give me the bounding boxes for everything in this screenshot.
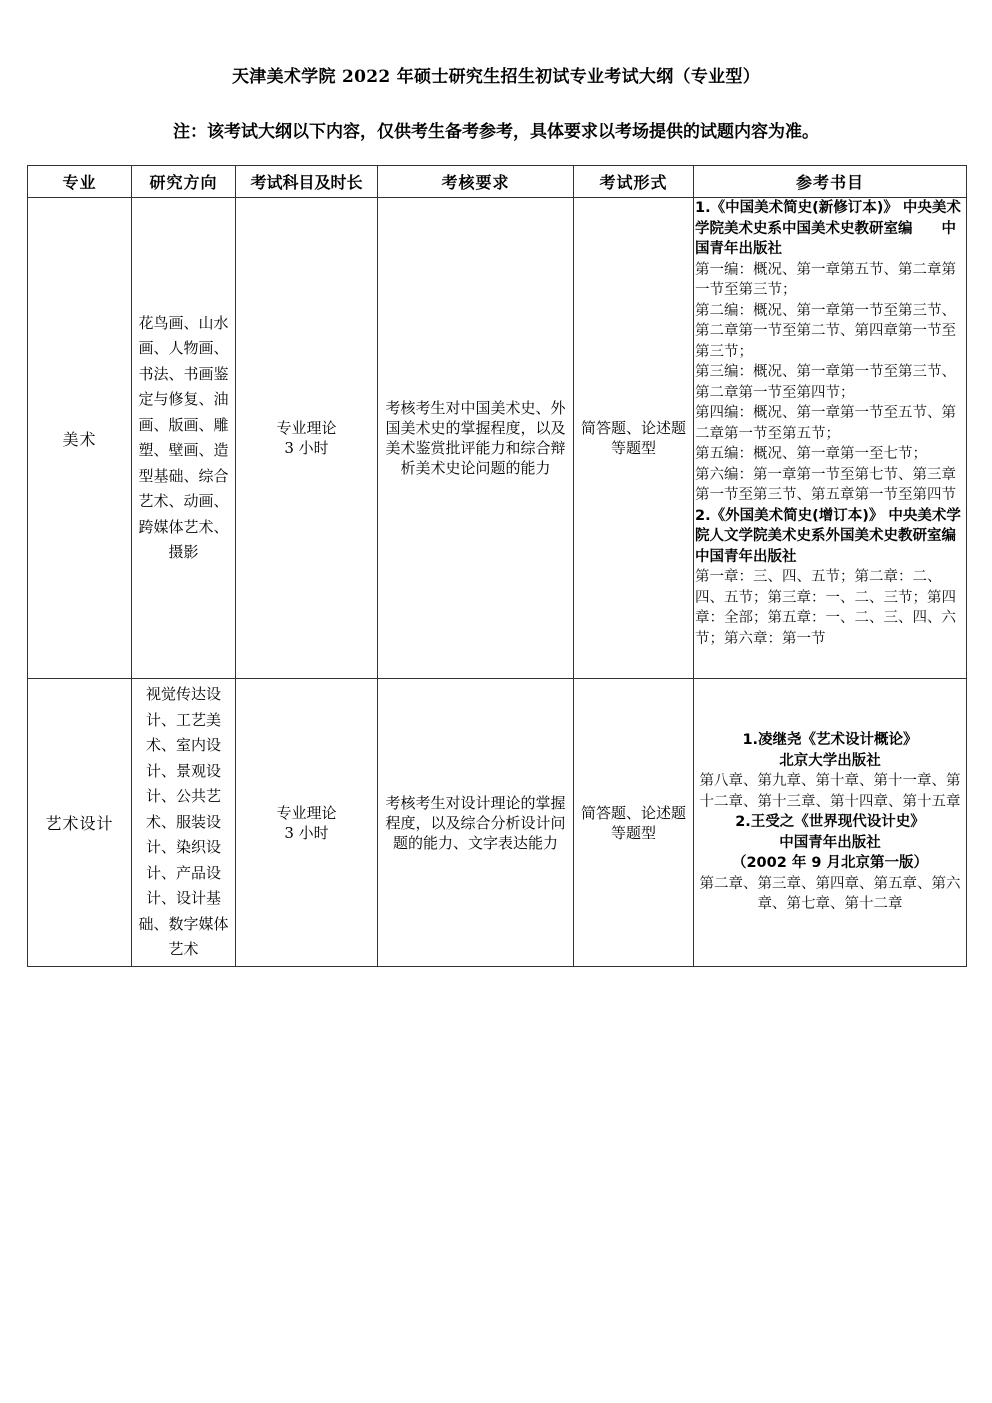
header-requirement: 考核要求 — [378, 166, 574, 198]
reference-publisher: 北京大学出版社 — [779, 752, 881, 769]
reference-cell — [694, 679, 967, 967]
form-cell: 简答题、论述题等题型 — [574, 198, 694, 679]
header-direction: 研究方向 — [132, 166, 236, 198]
reference-book-title: 1.凌继尧《艺术设计概论》 — [742, 732, 918, 749]
subject-name: 专业理论 — [276, 419, 337, 437]
table-row — [28, 198, 967, 679]
reference-book-title: 1.《中国美术简史(新修订本)》 中央美术学院美术史系中国美术史教研室编 中国青年出版社 — [695, 200, 961, 257]
major-cell: 美术 — [28, 198, 132, 679]
exam-outline-table — [27, 165, 985, 967]
header-references: 参考书目 — [694, 166, 967, 198]
document-note: 注：该考试大纲以下内容，仅供考生备考参考，具体要求以考场提供的试题内容为准。 — [173, 122, 819, 142]
reference-cell — [694, 198, 985, 679]
reference-chapters: 第三编：概况、第一章第一节至第三节、第二章第一节至第四节； — [695, 364, 956, 401]
reference-publisher: 中国青年出版社 — [779, 834, 881, 851]
form-cell: 简答题、论述题等题型 — [574, 679, 694, 967]
reference-chapters: 第八章、第九章、第十章、第十一章、第十二章、第十三章、第十四章、第十五章 — [699, 773, 961, 810]
major-cell: 艺术设计 — [28, 679, 132, 967]
reference-chapters: 第六编：第一章第一节至第七节、第三章第一节至第三节、第五章第一节至第四节 — [695, 466, 956, 503]
reference-book-title: 2.王受之《世界现代设计史》 — [735, 814, 925, 831]
header-form: 考试形式 — [574, 166, 694, 198]
requirement-cell: 考核考生对设计理论的掌握程度，以及综合分析设计问题的能力、文字表达能力 — [378, 679, 574, 967]
subject-cell — [236, 198, 378, 679]
reference-edition: （2002 年 9 月北京第一版） — [731, 855, 929, 872]
reference-chapters: 第五编：概况、第一章第一至七节； — [695, 446, 927, 462]
header-subject-duration: 考试科目及时长 — [236, 166, 378, 198]
reference-chapters: 第二章、第三章、第四章、第五章、第六章、第七章、第十二章 — [699, 875, 961, 913]
subject-name: 专业理论 — [276, 803, 337, 822]
direction-cell: 视觉传达设计、工艺美术、室内设计、景观设计、公共艺术、服装设计、染织设计、产品设计、设计基础、数字媒体艺术 — [132, 679, 236, 967]
reference-chapters: 第四编：概况、第一章第一节至五节、第二章第一节至第五节； — [695, 405, 956, 442]
reference-chapters: 第二编：概况、第一章第一节至第三节、第二章第一节至第二节、第四章第一节至第三节； — [695, 302, 956, 360]
requirement-cell: 考核考生对中国美术史、外国美术史的掌握程度，以及美术鉴赏批评能力和综合辩析美术史论问题的能力 — [378, 198, 574, 679]
header-major: 专业 — [28, 166, 132, 198]
table-header-row — [28, 166, 967, 198]
subject-duration: 3 小时 — [284, 823, 329, 842]
reference-chapters: 第一章：三、四、五节；第二章：二、四、五节；第三章：一、二、三节；第四章：全部；第五章：一、二、三、四、六节；第六章：第一节 — [695, 569, 956, 647]
table-row — [28, 679, 967, 967]
direction-cell: 花鸟画、山水画、人物画、书法、书画鉴定与修复、油画、版画、雕塑、壁画、造型基础、综合艺术、动画、跨媒体艺术、摄影 — [132, 198, 236, 679]
document-title: 天津美术学院 2022 年硕士研究生招生初试专业考试大纲（专业型） — [231, 67, 761, 87]
subject-duration: 3 小时 — [284, 439, 329, 457]
reference-chapters: 第一编：概况、第一章第五节、第二章第一节至第三节； — [695, 261, 956, 298]
reference-book-title: 2.《外国美术简史(增订本)》 中央美术学院人文学院美术史系外国美术史教研室编 中国青年出版社 — [695, 507, 985, 565]
subject-cell — [236, 679, 378, 967]
